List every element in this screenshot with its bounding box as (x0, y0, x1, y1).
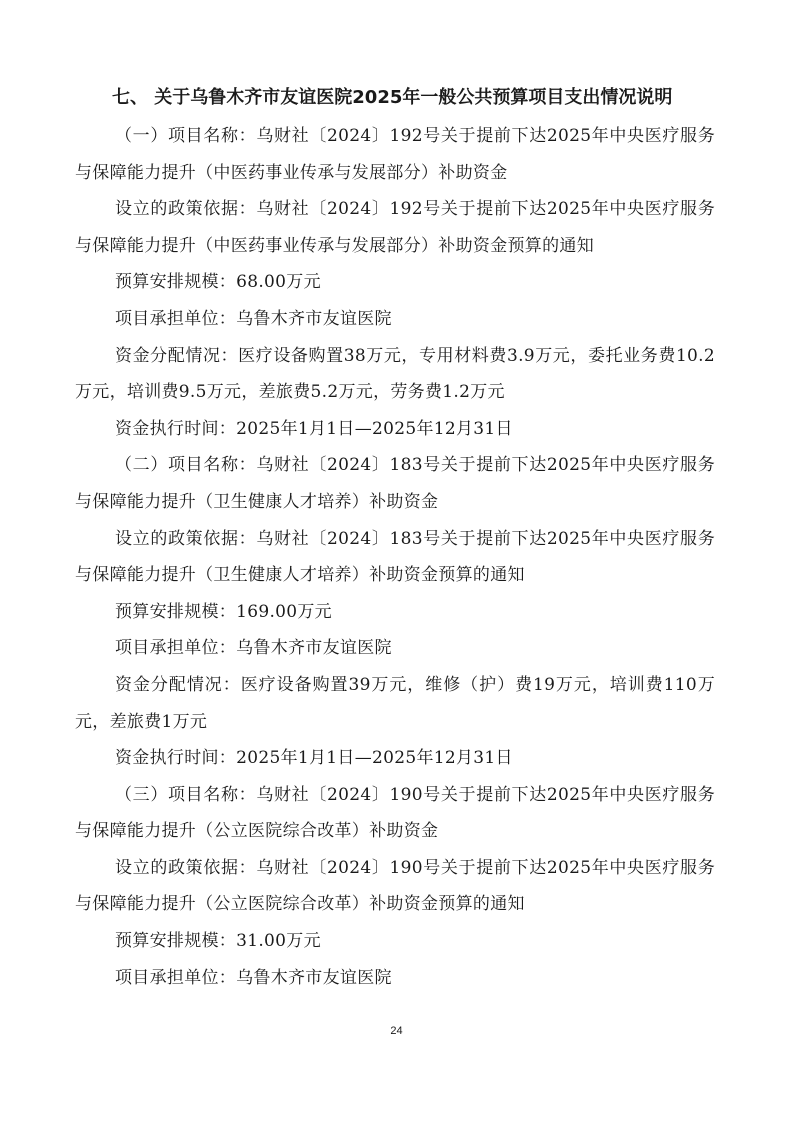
paragraph-project-1-execution-time: 资金执行时间：2025年1月1日—2025年12月31日 (115, 418, 513, 439)
paragraph-project-3-name: （三）项目名称：乌财社〔2024〕190号关于提前下达2025年中央医疗服务与保障能力提升（公立医院综合改革）补助资金 (75, 784, 715, 842)
page-number: 24 (390, 1025, 403, 1037)
paragraph-project-1-fund-allocation: 资金分配情况：医疗设备购置38万元，专用材料费3.9万元，委托业务费10.2万元，培训费9.5万元，差旅费5.2万元，劳务费1.2万元 (75, 345, 715, 403)
paragraph-project-2-fund-allocation: 资金分配情况：医疗设备购置39万元，维修（护）费19万元，培训费110万元，差旅费1万元 (75, 674, 715, 732)
document-body (75, 118, 715, 996)
paragraph-project-2-budget-scale: 预算安排规模：169.00万元 (115, 601, 332, 622)
paragraph-project-1-undertaking-unit: 项目承担单位：乌鲁木齐市友谊医院 (115, 308, 392, 329)
paragraph-project-1-policy-basis: 设立的政策依据：乌财社〔2024〕192号关于提前下达2025年中央医疗服务与保障能力提升（中医药事业传承与发展部分）补助资金预算的通知 (75, 199, 715, 256)
paragraph-project-3-policy-basis: 设立的政策依据：乌财社〔2024〕190号关于提前下达2025年中央医疗服务与保障能力提升（公立医院综合改革）补助资金预算的通知 (75, 857, 715, 915)
paragraph-project-2-policy-basis: 设立的政策依据：乌财社〔2024〕183号关于提前下达2025年中央医疗服务与保障能力提升（卫生健康人才培养）补助资金预算的通知 (75, 528, 715, 586)
paragraph-project-2-execution-time: 资金执行时间：2025年1月1日—2025年12月31日 (115, 748, 513, 769)
paragraph-project-3-undertaking-unit: 项目承担单位：乌鲁木齐市友谊医院 (115, 967, 392, 988)
section-heading: 七、 关于乌鲁木齐市友谊医院2025年一般公共预算项目支出情况说明 (112, 87, 673, 108)
paragraph-project-1-name: （一）项目名称：乌财社〔2024〕192号关于提前下达2025年中央医疗服务与保障能力提升（中医药事业传承与发展部分）补助资金 (75, 126, 715, 183)
paragraph-project-2-undertaking-unit: 项目承担单位：乌鲁木齐市友谊医院 (115, 638, 392, 659)
paragraph-project-1-budget-scale: 预算安排规模：68.00万元 (115, 272, 321, 293)
paragraph-project-2-name: （二）项目名称：乌财社〔2024〕183号关于提前下达2025年中央医疗服务与保障能力提升（卫生健康人才培养）补助资金 (75, 455, 715, 512)
paragraph-project-3-budget-scale: 预算安排规模：31.00万元 (115, 931, 321, 952)
